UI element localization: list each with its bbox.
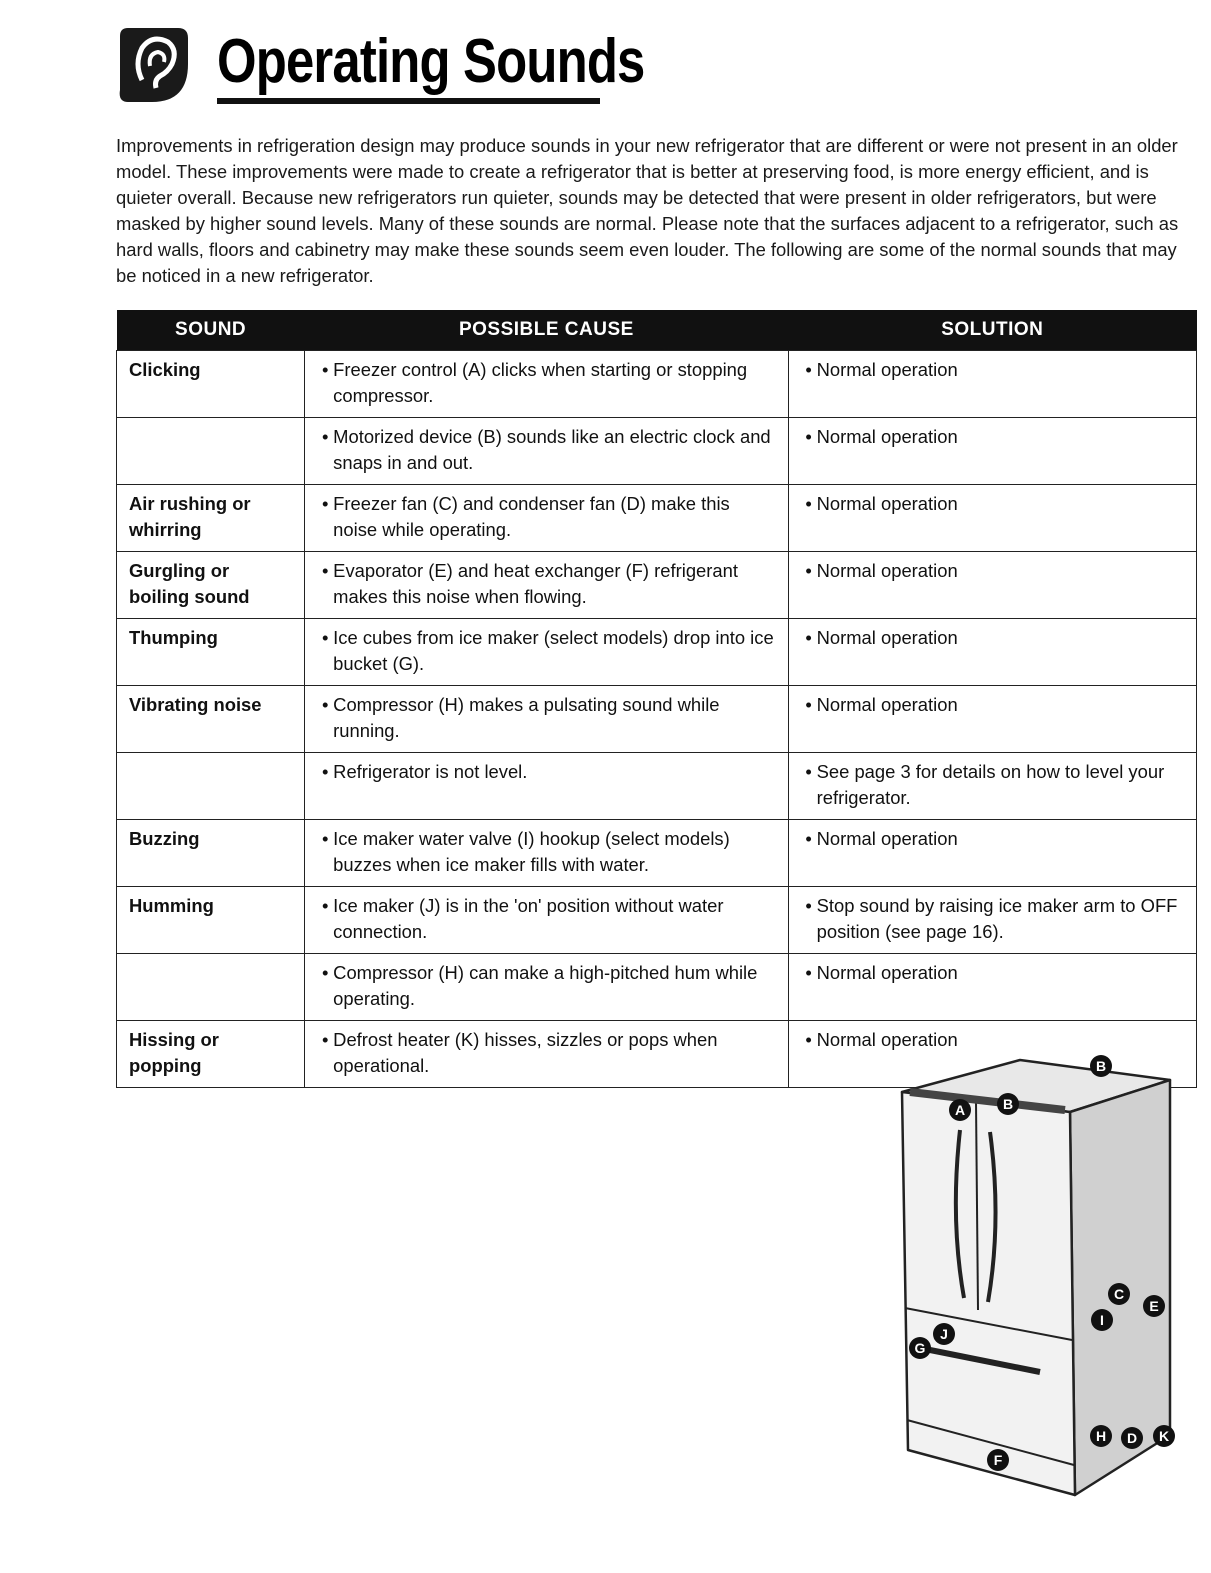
table-row — [117, 552, 1197, 619]
solution-cell: • Normal operation — [788, 686, 1196, 753]
solution-cell: • Normal operation — [788, 552, 1196, 619]
table-row — [117, 753, 1197, 820]
header-solution: SOLUTION — [788, 310, 1196, 351]
cause-text: Motorized device (B) sounds like an electric clock and snaps in and out. — [333, 426, 771, 473]
cause-cell: • Motorized device (B) sounds like an electric clock and snaps in and out. — [305, 418, 788, 485]
cause-text: Freezer fan (C) and condenser fan (D) make this noise while operating. — [333, 493, 730, 540]
callout-d — [1121, 1427, 1143, 1449]
callout-i — [1091, 1309, 1113, 1331]
callout-label: G — [914, 1340, 926, 1356]
page-header — [112, 18, 645, 110]
callout-h — [1090, 1425, 1112, 1447]
callout-label: K — [1158, 1428, 1170, 1444]
cause-text: Ice cubes from ice maker (select models) drop into ice bucket (G). — [333, 627, 774, 674]
solution-text: Normal operation — [816, 627, 958, 648]
cause-cell: • Ice cubes from ice maker (select models) drop into ice bucket (G). — [305, 619, 788, 686]
callout-label: B — [1002, 1096, 1014, 1112]
cause-text: Freezer control (A) clicks when starting or stopping compressor. — [333, 359, 748, 406]
header-sound: SOUND — [117, 310, 305, 351]
callout-e — [1143, 1295, 1165, 1317]
callout-label: B — [1095, 1058, 1107, 1074]
cause-cell: • Ice maker (J) is in the 'on' position without water connection. — [305, 887, 788, 954]
callout-a — [949, 1099, 971, 1121]
solution-text: Normal operation — [816, 828, 958, 849]
ear-icon — [112, 24, 194, 106]
cause-cell: • Refrigerator is not level. — [305, 753, 788, 820]
solution-cell: • Normal operation — [788, 820, 1196, 887]
solution-cell: • Normal operation — [788, 954, 1196, 1021]
sound-cell: Vibrating noise — [117, 686, 305, 753]
solution-cell: • See page 3 for details on how to level your refrigerator. — [788, 753, 1196, 820]
callout-label: F — [993, 1452, 1003, 1468]
callout-b — [1090, 1055, 1112, 1077]
solution-text: Stop sound by raising ice maker arm to OFF position (see page 16). — [816, 895, 1178, 942]
sound-cell — [117, 418, 305, 485]
solution-text: Normal operation — [816, 694, 958, 715]
table-row — [117, 418, 1197, 485]
callout-label: I — [1100, 1312, 1104, 1328]
callout-c — [1108, 1283, 1130, 1305]
solution-text: Normal operation — [816, 426, 958, 447]
cause-cell: • Defrost heater (K) hisses, sizzles or pops when operational. — [305, 1021, 788, 1088]
sound-cell: Gurgling or boiling sound — [117, 552, 305, 619]
callout-k — [1153, 1425, 1175, 1447]
sounds-table — [116, 310, 1197, 1088]
solution-cell: • Normal operation — [788, 351, 1196, 418]
refrigerator-illustration — [880, 1040, 1190, 1510]
solution-text: Normal operation — [816, 359, 958, 380]
cause-text: Evaporator (E) and heat exchanger (F) refrigerant makes this noise when flowing. — [333, 560, 738, 607]
cause-cell: • Ice maker water valve (I) hookup (select models) buzzes when ice maker fills with water. — [305, 820, 788, 887]
sound-cell: Humming — [117, 887, 305, 954]
callout-label: C — [1113, 1286, 1125, 1302]
cause-cell: • Evaporator (E) and heat exchanger (F) refrigerant makes this noise when flowing. — [305, 552, 788, 619]
callout-label: A — [954, 1102, 966, 1118]
page-title: Operating Sounds — [217, 27, 645, 96]
cause-text: Compressor (H) makes a pulsating sound while running. — [333, 694, 720, 741]
sound-cell: Air rushing or whirring — [117, 485, 305, 552]
table-row — [117, 619, 1197, 686]
solution-text: Normal operation — [816, 1029, 958, 1050]
solution-cell: • Stop sound by raising ice maker arm to OFF position (see page 16). — [788, 887, 1196, 954]
solution-cell: • Normal operation — [788, 418, 1196, 485]
sound-cell: Hissing or popping — [117, 1021, 305, 1088]
cause-cell: • Freezer fan (C) and condenser fan (D) make this noise while operating. — [305, 485, 788, 552]
table-row — [117, 485, 1197, 552]
callout-f — [987, 1449, 1009, 1471]
table-row — [117, 686, 1197, 753]
sound-cell — [117, 753, 305, 820]
table-row — [117, 954, 1197, 1021]
solution-text: Normal operation — [816, 962, 958, 983]
table-row — [117, 887, 1197, 954]
solution-cell: • Normal operation — [788, 485, 1196, 552]
intro-paragraph: Improvements in refrigeration design may produce sounds in your new refrigerator that are different or were not present in an older model. These improvements were made to create a refrigerator that is better at preserving food, is more energy efficient, and is quieter overall. Because new refrigerators run quieter, sounds may be detected that were present in older refrigerators, but were masked by higher sound levels. Many of these sounds are normal. Please note that the surfaces adjacent to a refrigerator, such as hard walls, floors and cabinetry may make these sounds seem even louder. The following are some of the normal sounds that may be noticed in a new refrigerator. — [116, 135, 1179, 286]
cause-text: Ice maker (J) is in the 'on' position without water connection. — [333, 895, 724, 942]
callout-label: H — [1095, 1428, 1107, 1444]
sound-cell: Buzzing — [117, 820, 305, 887]
table-header-row — [117, 310, 1197, 351]
table-row — [117, 820, 1197, 887]
header-possible-cause: POSSIBLE CAUSE — [305, 310, 788, 351]
callout-g — [909, 1337, 931, 1359]
callout-j — [933, 1323, 955, 1345]
cause-cell: • Freezer control (A) clicks when starting or stopping compressor. — [305, 351, 788, 418]
cause-cell: • Compressor (H) makes a pulsating sound while running. — [305, 686, 788, 753]
callout-label: J — [940, 1326, 948, 1342]
sound-cell: Thumping — [117, 619, 305, 686]
solution-cell: • Normal operation — [788, 1021, 1196, 1088]
cause-text: Refrigerator is not level. — [333, 761, 528, 782]
solution-text: See page 3 for details on how to level your refrigerator. — [816, 761, 1165, 808]
callout-label: D — [1126, 1430, 1138, 1446]
sound-cell: Clicking — [117, 351, 305, 418]
cause-text: Compressor (H) can make a high-pitched hum while operating. — [333, 962, 758, 1009]
sound-cell — [117, 954, 305, 1021]
title-underline — [217, 98, 600, 104]
cause-cell: • Compressor (H) can make a high-pitched hum while operating. — [305, 954, 788, 1021]
solution-text: Normal operation — [816, 493, 958, 514]
callout-b — [997, 1093, 1019, 1115]
cause-text: Ice maker water valve (I) hookup (select models) buzzes when ice maker fills with water. — [333, 828, 730, 875]
solution-text: Normal operation — [816, 560, 958, 581]
solution-cell: • Normal operation — [788, 619, 1196, 686]
table-row — [117, 351, 1197, 418]
callout-label: E — [1149, 1298, 1159, 1314]
cause-text: Defrost heater (K) hisses, sizzles or pops when operational. — [333, 1029, 718, 1076]
